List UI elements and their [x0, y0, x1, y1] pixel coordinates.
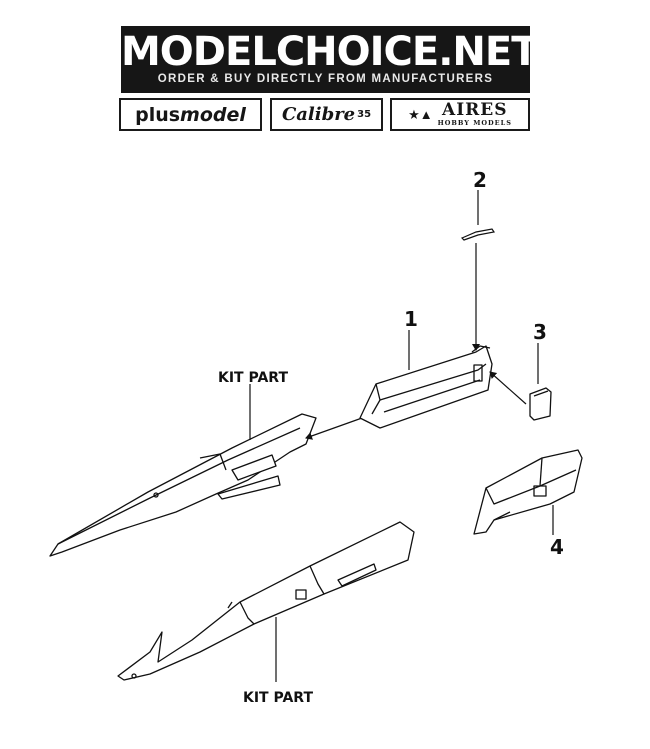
aires-name-text: AIRES — [442, 100, 508, 121]
label-kit-part-lower: KIT PART — [243, 690, 313, 706]
part-2-drawing — [462, 229, 494, 240]
calibre-number-text: 35 — [357, 109, 372, 120]
upper-kit-part — [50, 414, 316, 556]
banner-title: MODELCHOICE.NET — [121, 29, 538, 75]
plusmodel-model-text: model — [180, 103, 246, 126]
label-part-3: 3 — [533, 320, 547, 344]
label-kit-part-upper: KIT PART — [218, 370, 288, 386]
part-1-drawing — [360, 346, 492, 428]
calibre-name-text: Calibre — [281, 104, 356, 125]
part-3-drawing — [530, 388, 551, 420]
plusmodel-plus-text: plus — [135, 103, 181, 126]
arrow-part3-to-part1 — [490, 372, 526, 404]
banner-subtitle: ORDER & BUY DIRECTLY FROM MANUFACTURERS — [157, 73, 494, 85]
lower-kit-part — [118, 522, 414, 680]
label-part-1: 1 — [404, 307, 418, 331]
label-part-4: 4 — [550, 535, 564, 559]
part-4-drawing — [474, 450, 582, 534]
aires-stars-icon: ★▲ — [408, 106, 433, 122]
label-part-2: 2 — [473, 168, 487, 192]
aires-sub-text: HOBBY MODELS — [437, 119, 512, 128]
